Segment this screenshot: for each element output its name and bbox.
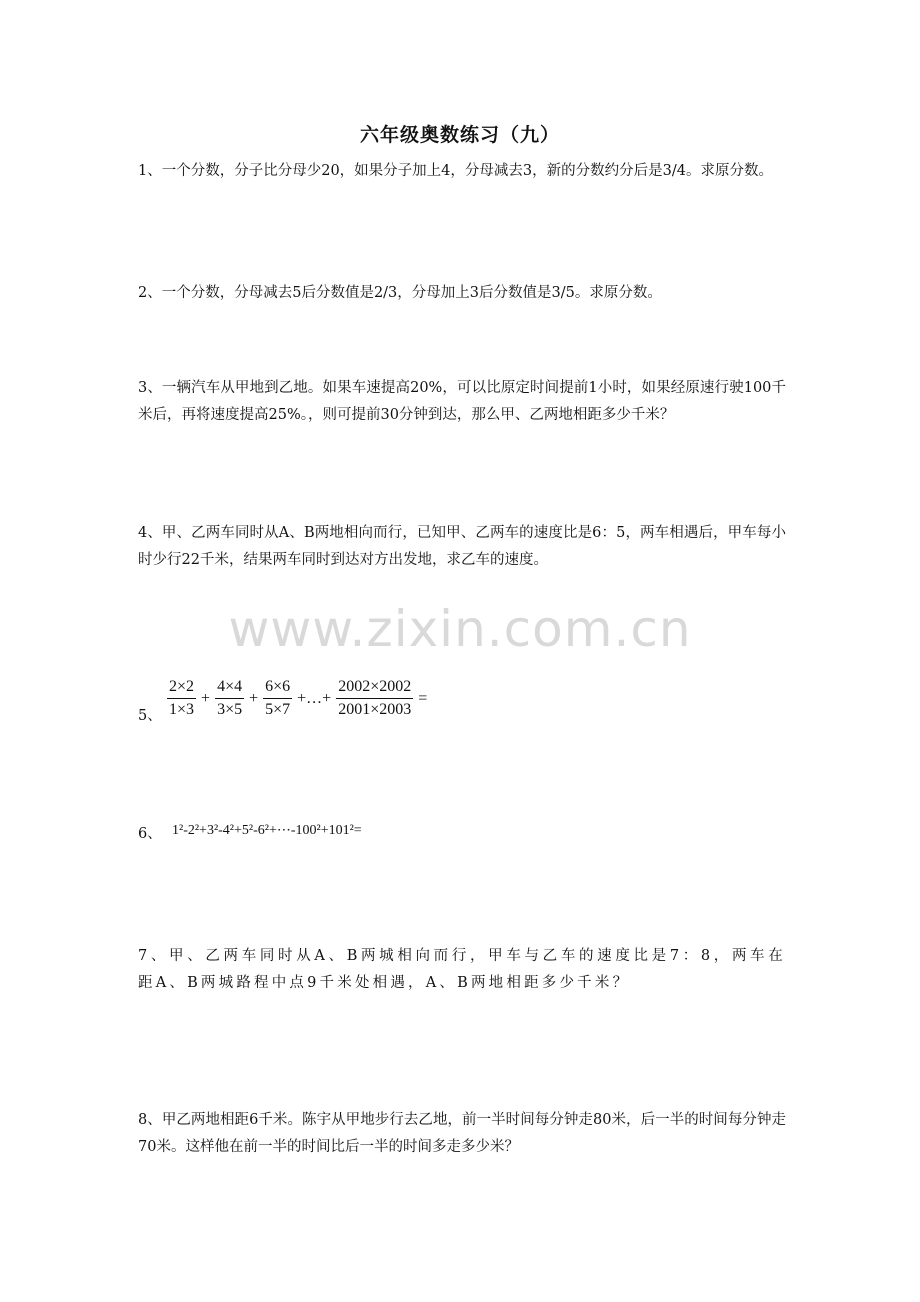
fraction-2-denominator: 3×5 xyxy=(217,701,243,718)
question-3-text: 3、一辆汽车从甲地到乙地。如果车速提高20%，可以比原定时间提前1小时，如果经原速行驶100千米后，再将速度提高25%。，则可提前30分钟到达，那么甲、乙两地相距多少千米？ xyxy=(138,380,786,423)
question-6-number: 6、 xyxy=(138,826,162,842)
question-1-text: 1、一个分数，分子比分母少20，如果分子加上4，分母减去3，新的分数约分后是3/4。求原分数。 xyxy=(138,163,773,179)
page-title: 六年级奥数练习（九） xyxy=(359,124,560,146)
fraction-3-denominator: 5×7 xyxy=(265,701,291,718)
question-5-number: 5、 xyxy=(138,708,162,724)
fraction-4-numerator: 2002×2002 xyxy=(338,678,412,695)
fraction-2 xyxy=(215,676,244,721)
plus-sign: + xyxy=(201,689,211,707)
question-4-text: 4、甲、乙两车同时从A、B两地相向而行，已知甲、乙两车的速度比是6：5，两车相遇后，甲车每小时少行22千米，结果两车同时到达对方出发地，求乙车的速度。 xyxy=(138,525,786,568)
question-2 xyxy=(138,280,786,307)
question-7 xyxy=(138,943,786,997)
ellipsis-sign: +…+ xyxy=(297,689,332,707)
question-5-formula xyxy=(164,676,429,721)
watermark: www.zixin.com.cn xyxy=(228,600,692,658)
fraction-4 xyxy=(336,676,413,721)
fraction-1 xyxy=(167,676,196,721)
fraction-1-denominator: 1×3 xyxy=(169,701,195,718)
question-6-expression: 1²-2²+3²-4²+5²-6²+⋯-100²+101²= xyxy=(172,823,362,838)
question-4 xyxy=(138,520,786,574)
question-1 xyxy=(138,158,786,185)
plus-sign: + xyxy=(249,689,259,707)
fraction-2-numerator: 4×4 xyxy=(217,678,243,695)
equals-sign: = xyxy=(418,689,428,707)
question-8-text: 8、甲乙两地相距6千米。陈宇从甲地步行去乙地，前一半时间每分钟走80米，后一半的时间每分钟走70米。这样他在前一半的时间比后一半的时间多走多少米？ xyxy=(138,1112,786,1155)
fraction-3 xyxy=(263,676,292,721)
question-3 xyxy=(138,375,786,429)
fraction-1-numerator: 2×2 xyxy=(169,678,195,695)
question-8 xyxy=(138,1107,786,1161)
fraction-4-denominator: 2001×2003 xyxy=(338,701,412,718)
question-2-text: 2、一个分数，分母减去5后分数值是2/3，分母加上3后分数值是3/5。求原分数。 xyxy=(138,285,662,301)
fraction-3-numerator: 6×6 xyxy=(265,678,291,695)
question-7-text: 7、甲、乙两车同时从A、B两城相向而行，甲车与乙车的速度比是7：8，两车在距A、B两城路程中点9千米处相遇，A、B两地相距多少千米？ xyxy=(138,948,786,991)
